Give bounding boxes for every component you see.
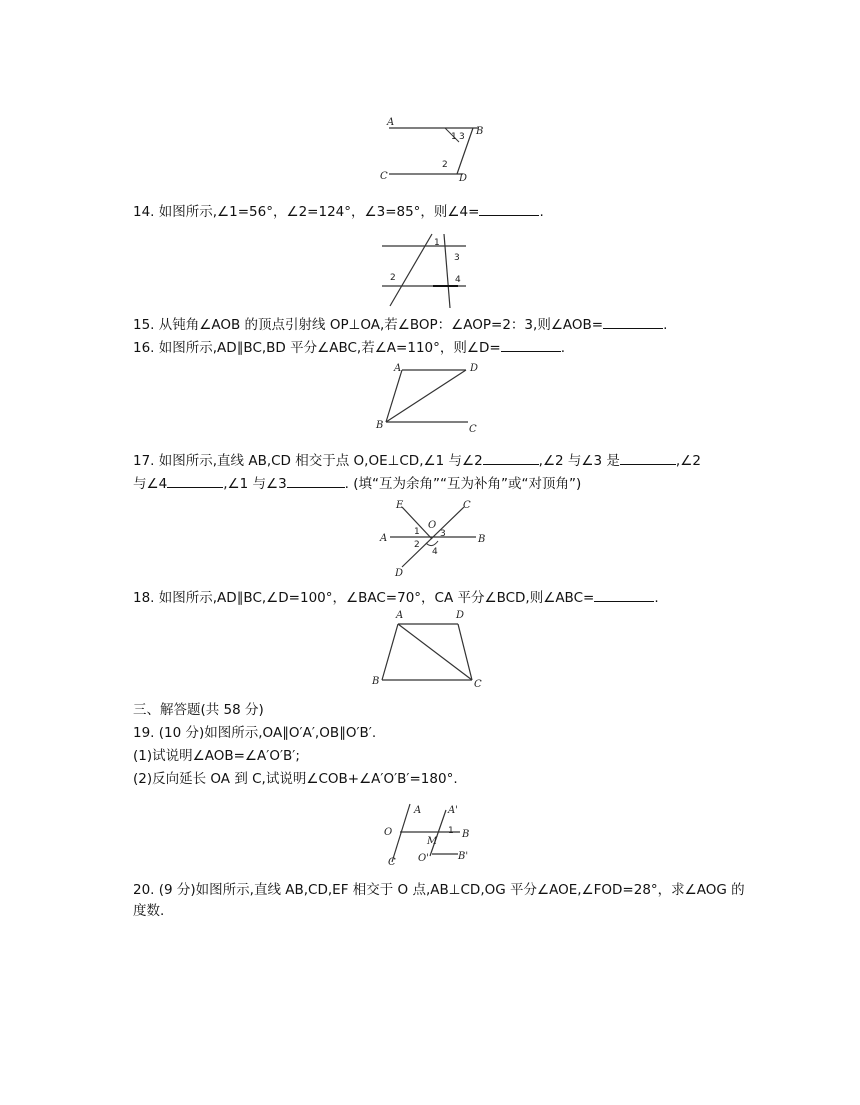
figure-label: C: [463, 500, 471, 511]
question-15: 15. 从钝角∠AOB 的顶点引射线 OP⊥OA,若∠BOP：∠AOP=2：3,则∠AOB= .: [133, 317, 668, 333]
answer-blank[interactable]: [167, 474, 223, 488]
figure-label: D: [456, 610, 465, 621]
figure-label: 3: [459, 132, 465, 142]
figure-label: 1: [448, 826, 454, 836]
figure-label: D: [459, 173, 468, 184]
figure-label: E: [396, 500, 404, 511]
figure-label: O: [384, 827, 393, 838]
figure-q17: [374, 497, 492, 579]
figure-label: A: [394, 363, 402, 374]
question-17-line-2: 与∠4 ,∠1 与∠3 . (填“互为余角”“互为补角”或“对顶角”): [133, 476, 582, 492]
question-20-line-1: 20. (9 分)如图所示,直线 AB,CD,EF 相交于 O 点,AB⊥CD,OG 平分∠AOE,∠FOD=28°，求∠AOG 的: [133, 882, 745, 898]
figure-label: A: [396, 610, 404, 621]
figure-label: 1: [434, 238, 440, 248]
figure-label: C: [380, 171, 388, 182]
figure-label: B: [462, 829, 470, 840]
figure-label: 1: [414, 527, 420, 537]
figure-label: D: [395, 568, 404, 579]
question-20-line-2: 度数.: [133, 903, 165, 919]
figure-label: 2: [442, 160, 448, 170]
figure-label: C: [474, 679, 482, 690]
figure-label: O: [428, 520, 437, 531]
answer-blank[interactable]: [603, 315, 663, 329]
figure-label: C: [388, 857, 396, 868]
figure-q14: [378, 230, 470, 312]
figure-label: 3: [454, 253, 460, 263]
answer-blank[interactable]: [287, 474, 345, 488]
figure-label: A: [387, 117, 395, 128]
answer-blank[interactable]: [501, 338, 561, 352]
answer-blank[interactable]: [594, 588, 654, 602]
question-17-line-1: 17. 如图所示,直线 AB,CD 相交于点 O,OE⊥CD,∠1 与∠2 ,∠2 与∠3 是 ,∠2: [133, 453, 701, 469]
figure-label: 1: [451, 132, 457, 142]
question-18: 18. 如图所示,AD∥BC,∠D=100°，∠BAC=70°，CA 平分∠BCD,则∠ABC= .: [133, 590, 659, 606]
figure-q16: [372, 360, 487, 435]
figure-q18: [368, 608, 488, 690]
figure-label: B': [458, 851, 469, 862]
figure-label: A: [380, 533, 388, 544]
figure-label: O': [418, 853, 429, 864]
figure-label: A': [448, 805, 458, 816]
figure-label: 4: [432, 547, 438, 557]
figure-q13: [375, 112, 495, 187]
question-19-line-3: (2)反向延长 OA 到 C,试说明∠COB+∠A′O′B′=180°.: [133, 771, 458, 787]
figure-label: B: [478, 534, 486, 545]
figure-label: A: [414, 805, 422, 816]
question-19-line-2: (1)试说明∠AOB=∠A′O′B′;: [133, 748, 300, 764]
section-title: 三、解答题(共 58 分): [133, 702, 264, 718]
figure-label: B: [372, 676, 380, 687]
figure-label: C: [469, 424, 477, 435]
figure-label: D: [470, 363, 479, 374]
question-19-line-1: 19. (10 分)如图所示,OA∥O′A′,OB∥O′B′.: [133, 725, 377, 741]
answer-blank[interactable]: [483, 451, 539, 465]
question-14: 14. 如图所示,∠1=56°，∠2=124°，∠3=85°，则∠4= .: [133, 204, 544, 220]
figure-q19: [380, 800, 480, 870]
figure-label: B: [476, 126, 484, 137]
figure-label: 2: [390, 273, 396, 283]
answer-blank[interactable]: [479, 202, 539, 216]
figure-label: M: [427, 836, 438, 847]
question-16: 16. 如图所示,AD∥BC,BD 平分∠ABC,若∠A=110°，则∠D= .: [133, 340, 565, 356]
figure-label: 2: [414, 540, 420, 550]
answer-blank[interactable]: [620, 451, 676, 465]
figure-label: 3: [440, 529, 446, 539]
figure-label: B: [376, 420, 384, 431]
figure-label: 4: [455, 275, 461, 285]
